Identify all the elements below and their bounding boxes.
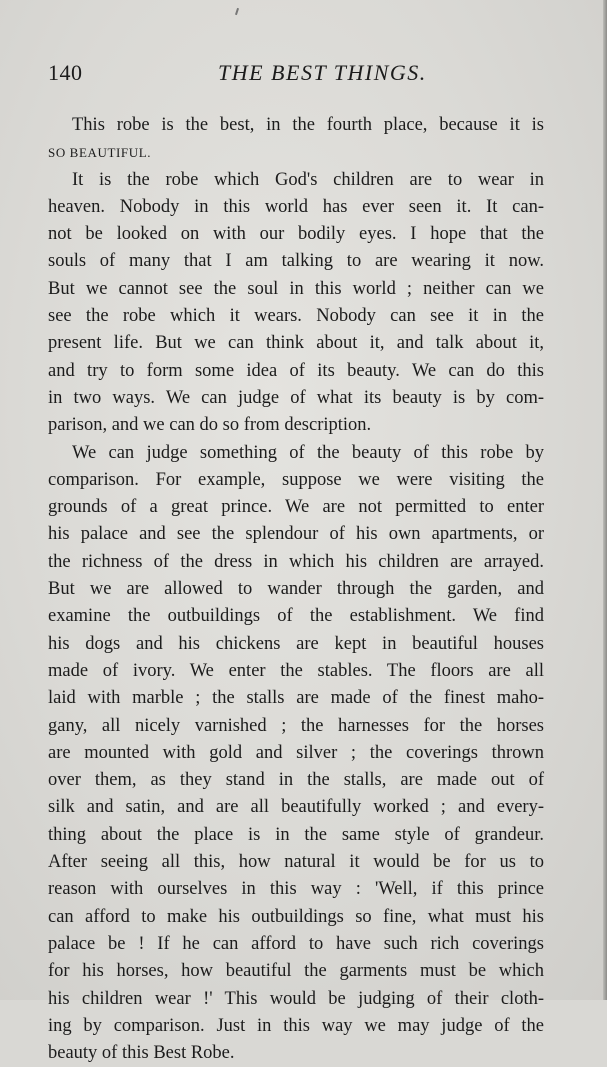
text-line: examine the outbuildings of the establishment. We find [48, 606, 544, 627]
text-line: souls of many that I am talking to are wearing it now. [48, 251, 544, 272]
text-line: in two ways. We can judge of what its beauty is by com- [48, 387, 544, 408]
text-line: heaven. Nobody in this world has ever seen it. It can- [48, 196, 544, 217]
text-line: his palace and see the splendour of his own apartments, or [48, 524, 544, 545]
text-line: laid with marble ; the stalls are made of the finest maho- [48, 688, 544, 709]
page-number: 140 [48, 60, 83, 85]
text-line: and try to form some idea of its beauty. We can do this [48, 360, 544, 381]
text-line: not be looked on with our bodily eyes. I hope that the [48, 224, 544, 245]
text-line: his children wear !' This would be judging of their cloth- [48, 988, 544, 1009]
text-line: But we cannot see the soul in this world ; neither can we [48, 278, 544, 299]
text-line: his dogs and his chickens are kept in beautiful houses [48, 633, 544, 654]
text-line: can afford to make his outbuildings so fine, what must his [48, 906, 544, 927]
body-text [48, 112, 544, 1067]
text-line: beauty of this Best Robe. [48, 1043, 235, 1064]
text-line: silk and satin, and are all beautifully worked ; and every- [48, 797, 544, 818]
text-line: We can judge something of the beauty of this robe by [72, 442, 544, 463]
text-line: It is the robe which God's children are to wear in [72, 169, 544, 190]
text-line: comparison. For example, suppose we were visiting the [48, 469, 544, 490]
page-edge [603, 0, 607, 1000]
text-line: thing about the place is in the same style of grandeur. [48, 824, 544, 845]
text-line: see the robe which it wears. Nobody can see it in the [48, 306, 544, 327]
text-line: the richness of the dress in which his children are arrayed. [48, 551, 544, 572]
text-line: over them, as they stand in the stalls, are made out of [48, 770, 544, 791]
page-header [48, 60, 558, 94]
text-line: reason with ourselves in this way : 'Well, if this prince [48, 879, 544, 900]
text-line: But we are allowed to wander through the garden, and [48, 579, 544, 600]
text-line: ing by comparison. Just in this way we may judge of the [48, 1015, 544, 1036]
text-line: made of ivory. We enter the stables. The floors are all [48, 660, 544, 681]
text-line: After seeing all this, how natural it would be for us to [48, 852, 544, 873]
text-line: This robe is the best, in the fourth place, because it is [72, 115, 544, 135]
text-line: for his horses, how beautiful the garments must be which [48, 961, 544, 982]
text-line: SO BEAUTIFUL. [48, 145, 152, 161]
text-line: present life. But we can think about it, and talk about it, [48, 333, 544, 354]
text-line: gany, all nicely varnished ; the harnesses for the horses [48, 715, 544, 736]
ink-mark [235, 8, 239, 15]
text-line: are mounted with gold and silver ; the coverings thrown [48, 742, 544, 763]
running-head: THE BEST THINGS. [218, 60, 427, 85]
text-line: grounds of a great prince. We are not permitted to enter [48, 497, 544, 518]
text-line: parison, and we can do so from description. [48, 415, 372, 436]
text-line: palace be ! If he can afford to have such rich coverings [48, 933, 544, 954]
